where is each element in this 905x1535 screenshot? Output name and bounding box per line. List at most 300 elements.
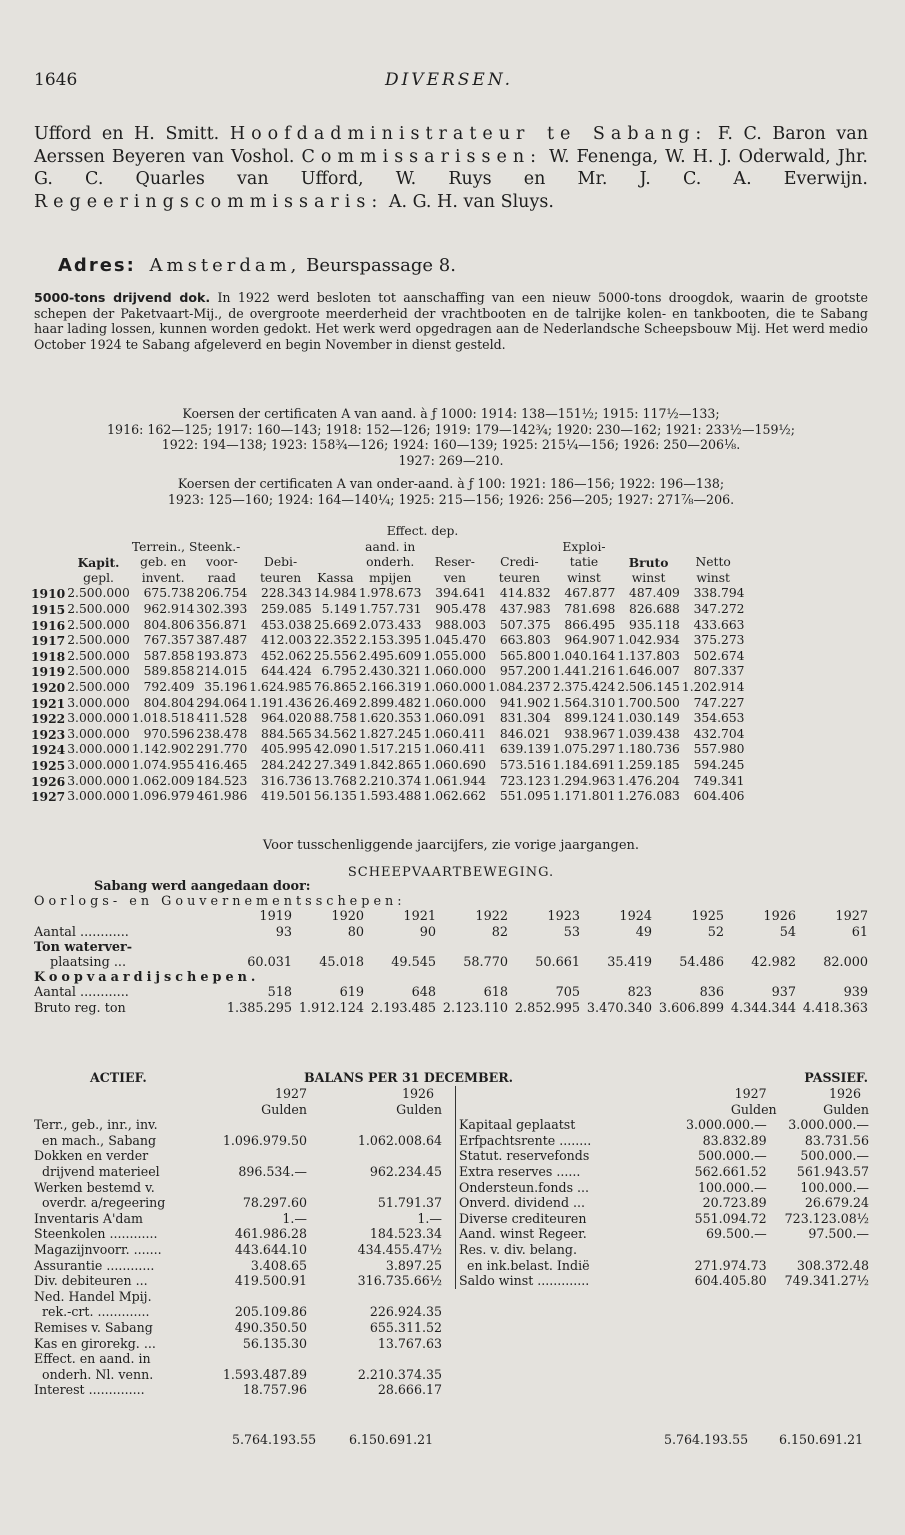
- balance-row: [34, 1117, 452, 1133]
- scheepvaart-title: SCHEEPVAARTBEWEGING.: [347, 865, 555, 880]
- balance-value: 1.—: [417, 1210, 442, 1226]
- table-cell: 1.700.500: [617, 695, 680, 710]
- balance-value: 26.679.24: [804, 1195, 869, 1211]
- table-cell: 3.000.000: [67, 789, 130, 804]
- table-cell: 749.341: [693, 773, 745, 788]
- passief-total-1926: 6.150.691.21: [779, 1432, 864, 1447]
- balance-header: [34, 1070, 868, 1086]
- year-label: 1922: [475, 909, 508, 925]
- address-label: Adres:: [58, 255, 136, 276]
- balance-label: en mach., Sabang: [42, 1132, 157, 1148]
- oorlog-heading: Oorlogs- en Gouvernementsschepen:: [34, 894, 406, 910]
- intro-text-3: W. Fenenga, W. H. J. Oderwald, Jhr. G. C. Quarles van Ufford, W. Ruys en Mr. J. C. A. Everwijn.: [34, 146, 868, 189]
- table-cell: 82: [491, 924, 508, 940]
- table-cell: 60.031: [247, 955, 292, 971]
- balance-value: 500.000.—: [800, 1148, 869, 1164]
- table-cell: 823: [627, 985, 652, 1001]
- table-cell: 831.304: [499, 711, 551, 726]
- balance-label: rek.-crt. .............: [42, 1304, 150, 1320]
- balance-value: [219, 1351, 307, 1367]
- board-paragraph: [34, 123, 868, 213]
- balance-row: [459, 1117, 869, 1133]
- balance-label: Statut. reservefonds: [459, 1148, 590, 1164]
- drydock-text: In 1922 werd besloten tot aanschaffing van een nieuw 5000-tons droogdok, waarin de grootste schepen der Paketvaart-Mij., de overgroote meerderheid der vrachtbooten en de talrijke kolen- en tankbooten, die te Sabang haar lading lossen, kunnen worden gedokt. Het werk werd opgedragen aan de Nederlandsche Scheepsbouw Mij. Het werd medio October 1924 te Sabang afgeleverd en begin November in dienst gesteld.: [34, 290, 868, 352]
- balance-label: onderh. Nl. venn.: [42, 1366, 154, 1382]
- table-cell: 1.074.955: [131, 757, 195, 772]
- table-cell: 5.149: [321, 601, 357, 616]
- table-cell: 988.003: [435, 617, 487, 632]
- column-header: winst: [567, 570, 601, 585]
- table-cell: 804.806: [143, 617, 195, 632]
- table-cell: 618: [483, 985, 508, 1001]
- column-header: tatie: [569, 555, 599, 570]
- balance-value: [219, 1148, 307, 1164]
- table-cell: 356.871: [196, 617, 248, 632]
- table-row: [30, 696, 745, 712]
- balance-value: 723.123.08½: [784, 1210, 869, 1226]
- table-cell: 2.500.000: [67, 601, 130, 616]
- balance-label: Kas en girorekg. ...: [34, 1335, 156, 1351]
- row-year: 1918: [31, 648, 66, 664]
- balance-row: [459, 1195, 869, 1211]
- balance-value: 551.094.72: [694, 1210, 767, 1226]
- year-label: 1927: [274, 1086, 307, 1101]
- table-cell: 45.018: [319, 955, 364, 971]
- table-cell: 2.153.395: [358, 633, 422, 648]
- balance-value: 20.723.89: [702, 1195, 767, 1211]
- table-cell: 228.343: [261, 586, 312, 601]
- koersen-aandeel: [34, 406, 868, 468]
- table-cell: 502.674: [693, 648, 745, 663]
- table-cell: 52: [707, 924, 724, 940]
- table-row: [30, 633, 745, 649]
- table-row: [30, 586, 745, 602]
- year-label: 1927: [835, 909, 868, 925]
- balance-label: Effect. en aand. in: [34, 1351, 151, 1367]
- balance-row: [34, 1367, 452, 1383]
- passief-table: [459, 1086, 869, 1289]
- balance-row: [459, 1258, 869, 1274]
- table-cell: 419.501: [261, 789, 312, 804]
- table-cell: 82.000: [823, 955, 868, 971]
- table-cell: 35.196: [204, 679, 248, 694]
- table-cell: 487.409: [629, 586, 680, 601]
- column-header: [313, 555, 358, 571]
- table-cell: 1.259.185: [617, 757, 680, 772]
- table-cell: 93: [275, 924, 292, 940]
- table-row: [34, 985, 868, 1000]
- table-cell: 2.073.433: [358, 617, 422, 632]
- table-cell: 316.736: [261, 773, 312, 788]
- balance-row: [34, 1336, 452, 1352]
- table-cell: 1.171.801: [552, 789, 616, 804]
- balance-value: 3.000.000.—: [685, 1117, 767, 1133]
- table-cell: 1.055.000: [423, 648, 487, 663]
- year-label: 1924: [619, 909, 652, 925]
- table-cell: 437.983: [499, 601, 551, 616]
- balance-row: [459, 1148, 869, 1164]
- row-year: 1920: [31, 679, 66, 695]
- koersen-line: 1922: 194—138; 1923: 158¾—126; 1924: 160—139; 1925: 215¼—156; 1926: 250—206⅛.: [161, 437, 741, 453]
- balance-value: 562.661.52: [694, 1163, 767, 1179]
- actief-total-1927: 5.764.193.55: [232, 1432, 317, 1447]
- table-cell: 58.770: [463, 955, 508, 971]
- balance-label: Aand. winst Regeer.: [459, 1226, 587, 1242]
- table-cell: 214.015: [196, 664, 248, 679]
- table-cell: 1.060.000: [423, 664, 487, 679]
- table-cell: 1.564.310: [552, 695, 616, 710]
- header-exploi: Exploi-: [562, 539, 606, 554]
- table-cell: 414.832: [499, 586, 551, 601]
- balance-row: [34, 1195, 452, 1211]
- table-cell: 2.210.374: [358, 773, 422, 788]
- table-cell: 90: [419, 924, 436, 940]
- table-cell: 416.465: [196, 757, 248, 772]
- balance-value: 13.767.63: [377, 1335, 442, 1351]
- year-label: 1923: [547, 909, 580, 925]
- balance-row: [34, 1351, 452, 1367]
- balance-value: 97.500.—: [808, 1226, 869, 1242]
- page-number: 1646: [34, 70, 78, 90]
- year-label: 1926: [401, 1086, 434, 1101]
- table-cell: 49: [635, 924, 652, 940]
- table-cell: 1.060.000: [423, 695, 487, 710]
- koersen-line: 1927: 269—210.: [398, 452, 504, 468]
- table-row: [34, 970, 868, 985]
- table-cell: 193.873: [196, 648, 248, 663]
- passief-title: PASSIEF.: [804, 1070, 868, 1085]
- balance-value: 1.096.979.50: [222, 1132, 307, 1148]
- unit-label: Gulden: [396, 1101, 442, 1117]
- table-cell: 938.967: [564, 726, 616, 741]
- balance-row: [34, 1320, 452, 1336]
- table-cell: 3.606.899: [658, 1000, 724, 1016]
- table-cell: 1.385.295: [226, 1000, 292, 1016]
- balance-value: 184.523.34: [369, 1226, 442, 1242]
- row-label: Aantal ............: [34, 924, 129, 940]
- table-cell: 639.139: [499, 742, 551, 757]
- table-cell: 2.506.145: [617, 679, 680, 694]
- balance-label: Ondersteun.fonds ...: [459, 1179, 590, 1195]
- balance-value: 1.593.487.89: [222, 1366, 307, 1382]
- table-cell: 1.060.411: [423, 742, 487, 757]
- balance-label: Onverd. dividend ...: [459, 1195, 586, 1211]
- actief-rows: [34, 1117, 452, 1398]
- table-cell: 1.912.124: [298, 1000, 364, 1016]
- balance-value: 271.974.73: [694, 1257, 767, 1273]
- table-cell: 2.899.482: [358, 695, 422, 710]
- table-cell: 957.200: [499, 664, 551, 679]
- table-row: [30, 727, 745, 743]
- table-cell: 1.039.438: [617, 726, 680, 741]
- column-header: Netto: [695, 555, 731, 570]
- table-cell: 56.135: [313, 789, 357, 804]
- table-cell: 2.123.110: [442, 1000, 508, 1016]
- balance-row: [34, 1133, 452, 1149]
- table-cell: 27.349: [313, 757, 357, 772]
- balance-label: en ink.belast. Indië: [467, 1257, 590, 1273]
- row-year: 1910: [31, 586, 66, 602]
- address-line: [58, 255, 456, 276]
- table-cell: 846.021: [499, 726, 551, 741]
- column-header: Kapit.: [77, 555, 120, 571]
- balance-label: Ned. Handel Mpij.: [34, 1288, 152, 1304]
- balance-label: Steenkolen ............: [34, 1226, 158, 1242]
- balance-label: Extra reserves ......: [459, 1163, 581, 1179]
- balance-row: [34, 1164, 452, 1180]
- balance-sheet: [34, 1070, 869, 1398]
- drydock-paragraph: [34, 290, 868, 352]
- table-cell: 705: [555, 985, 580, 1001]
- table-cell: 1.191.436: [249, 695, 312, 710]
- table-cell: 13.768: [313, 773, 357, 788]
- balance-value: 461.986.28: [234, 1226, 307, 1242]
- balance-value: 443.644.10: [234, 1241, 307, 1257]
- table-cell: 412.003: [261, 633, 312, 648]
- table-cell: 1.593.488: [358, 789, 422, 804]
- table-cell: 50.661: [535, 955, 580, 971]
- table-cell: 826.688: [629, 601, 680, 616]
- table-cell: 836: [699, 985, 724, 1001]
- column-header: winst: [696, 570, 730, 585]
- balance-value: 69.500.—: [706, 1226, 767, 1242]
- table-cell: 1.276.083: [617, 789, 680, 804]
- balance-row: [459, 1242, 869, 1258]
- table-row: [30, 602, 745, 618]
- table-row: [30, 649, 745, 665]
- balance-value: 100.000.—: [800, 1179, 869, 1195]
- balance-value: [307, 1117, 452, 1133]
- balance-row: [34, 1304, 452, 1320]
- intro-text-4: A. G. H. van Sluys.: [388, 191, 554, 212]
- balance-value: 434.455.47½: [357, 1241, 442, 1257]
- table-cell: 338.794: [693, 586, 745, 601]
- table-cell: 589.858: [143, 664, 195, 679]
- balance-row: [34, 1382, 452, 1398]
- scheepvaart-table: [34, 909, 868, 1015]
- balance-value: 83.731.56: [804, 1132, 869, 1148]
- table-cell: 2.375.424: [552, 679, 616, 694]
- table-cell: 433.663: [693, 617, 745, 632]
- actief-total-1926: 6.150.691.21: [349, 1432, 434, 1447]
- table-cell: 1.202.914: [681, 679, 745, 694]
- section-title: DIVERSEN.: [384, 70, 514, 90]
- table-cell: 3.000.000: [67, 773, 130, 788]
- koersen-line: Koersen der certificaten A van onder-aand. à ƒ 100: 1921: 186—156; 1922: 196—138;: [177, 476, 725, 491]
- column-header: invent.: [141, 570, 185, 585]
- table-cell: 781.698: [564, 601, 616, 616]
- table-cell: 1.042.934: [617, 633, 680, 648]
- balance-value: [679, 1242, 785, 1258]
- row-label: Bruto reg. ton: [34, 1000, 126, 1016]
- drydock-title: 5000-tons drijvend dok.: [34, 290, 211, 305]
- table-cell: 2.500.000: [67, 648, 130, 663]
- balance-label: Diverse crediteuren: [459, 1210, 587, 1226]
- year-label: 1919: [259, 909, 292, 925]
- footnote: Voor tusschenliggende jaarcijfers, zie vorige jaargangen.: [262, 838, 640, 853]
- row-year: 1927: [31, 789, 66, 805]
- balance-row: [34, 1273, 452, 1289]
- table-cell: 25.556: [313, 648, 357, 663]
- balance-row: [34, 1258, 452, 1274]
- table-cell: 1.045.470: [423, 633, 487, 648]
- table-cell: 4.344.344: [730, 1000, 796, 1016]
- table-cell: 1.060.411: [423, 726, 487, 741]
- table-cell: 3.000.000: [67, 757, 130, 772]
- table-cell: 1.646.007: [617, 664, 680, 679]
- table-cell: 42.982: [751, 955, 796, 971]
- column-header: raad: [207, 570, 237, 585]
- balance-value: [307, 1148, 452, 1164]
- balance-value: 51.791.37: [377, 1195, 442, 1211]
- table-cell: 1.184.691: [552, 757, 616, 772]
- financial-table-body: [30, 586, 745, 804]
- balance-row: [459, 1226, 869, 1242]
- table-cell: 461.986: [196, 789, 248, 804]
- balance-row: [459, 1164, 869, 1180]
- table-cell: 1.294.963: [552, 773, 616, 788]
- balance-value: 56.135.30: [242, 1335, 307, 1351]
- table-cell: 1.517.215: [358, 742, 422, 757]
- table-cell: 723.123: [499, 773, 551, 788]
- table-cell: 25.669: [313, 617, 357, 632]
- column-header: Kassa: [317, 570, 354, 585]
- balance-label: Remises v. Sabang: [34, 1319, 153, 1335]
- table-cell: 467.877: [564, 586, 616, 601]
- address-city: Amsterdam,: [149, 255, 301, 276]
- column-header: Bruto: [628, 555, 669, 571]
- table-cell: 453.038: [261, 617, 312, 632]
- balance-row: [34, 1289, 452, 1305]
- unit-label: Gulden: [261, 1101, 307, 1117]
- balance-label: overdr. a/regeering: [42, 1195, 166, 1211]
- actief-title: ACTIEF.: [90, 1070, 147, 1085]
- balance-value: 316.735.66½: [357, 1273, 442, 1289]
- table-cell: 3.000.000: [67, 742, 130, 757]
- table-row: [34, 940, 868, 955]
- balance-value: 490.350.50: [234, 1319, 307, 1335]
- balance-value: 749.341.27½: [784, 1273, 869, 1289]
- table-cell: 302.393: [196, 601, 248, 616]
- table-cell: 452.062: [261, 648, 312, 663]
- table-cell: 394.641: [435, 586, 487, 601]
- table-cell: 42.090: [313, 742, 357, 757]
- balance-value: 28.666.17: [377, 1382, 442, 1398]
- table-cell: 34.562: [313, 726, 357, 741]
- balance-value: 655.311.52: [369, 1319, 442, 1335]
- row-label: Aantal ............: [34, 985, 129, 1001]
- balance-value: [219, 1289, 307, 1305]
- table-cell: 804.804: [143, 695, 195, 710]
- row-year: 1924: [31, 742, 66, 758]
- table-cell: 1.978.673: [358, 586, 422, 601]
- table-cell: 905.478: [435, 601, 487, 616]
- scheepvaart-section: [34, 879, 868, 1016]
- table-cell: 573.516: [499, 757, 551, 772]
- table-cell: 54.486: [679, 955, 724, 971]
- year-label: 1925: [691, 909, 724, 925]
- table-cell: 2.852.995: [514, 1000, 580, 1016]
- table-cell: 962.914: [143, 601, 195, 616]
- balance-label: Erfpachtsrente ........: [459, 1132, 592, 1148]
- balance-row: [459, 1211, 869, 1227]
- table-cell: 88.758: [313, 711, 357, 726]
- column-header: ven: [443, 570, 466, 585]
- table-cell: 2.500.000: [67, 617, 130, 632]
- balance-label: Magazijnvoorr. .......: [34, 1241, 162, 1257]
- role-hoofdadministrateur: Hoofdadministrateur te Sabang:: [229, 124, 708, 144]
- balance-value: [307, 1180, 452, 1196]
- table-cell: 964.907: [564, 633, 616, 648]
- column-header: mpijen: [368, 570, 412, 585]
- table-cell: 35.419: [607, 955, 652, 971]
- table-cell: 76.865: [313, 679, 357, 694]
- table-cell: 518: [267, 985, 292, 1001]
- table-cell: 899.124: [564, 711, 616, 726]
- table-cell: 2.500.000: [67, 633, 130, 648]
- row-label: Ton waterver-: [34, 939, 133, 955]
- table-cell: 565.800: [499, 648, 551, 663]
- row-year: 1925: [31, 757, 66, 773]
- koersen-line: 1923: 125—160; 1924: 164—140¼; 1925: 215—156; 1926: 256—205; 1927: 271⅞—206.: [167, 491, 735, 507]
- table-cell: 970.596: [143, 726, 195, 741]
- table-cell: 747.227: [693, 695, 745, 710]
- table-cell: 2.495.609: [358, 648, 422, 663]
- balance-value: 78.297.60: [242, 1195, 307, 1211]
- balance-value: 308.372.48: [796, 1257, 869, 1273]
- header-terrein: Terrein., Steenk.-: [131, 539, 241, 554]
- table-cell: 387.487: [196, 633, 248, 648]
- koersen-line: Koersen der certificaten A van aand. à ƒ 1000: 1914: 138—151½; 1915: 117½—133;: [182, 406, 720, 421]
- table-row: [30, 742, 745, 758]
- table-cell: 807.337: [693, 664, 745, 679]
- balance-label: Interest ..............: [34, 1382, 145, 1398]
- table-cell: 1.620.353: [358, 711, 422, 726]
- passief-rows: [459, 1117, 869, 1289]
- role-commissarissen: Commissarissen:: [301, 146, 543, 167]
- balance-value: [219, 1117, 307, 1133]
- table-cell: 6.795: [321, 664, 357, 679]
- balance-label: drijvend materieel: [42, 1163, 160, 1179]
- passief-column: [455, 1086, 869, 1289]
- table-cell: 935.118: [629, 617, 680, 632]
- table-cell: 238.478: [196, 726, 248, 741]
- table-cell: 2.500.000: [67, 586, 130, 601]
- balans-title: BALANS PER 31 DECEMBER.: [304, 1070, 514, 1085]
- row-year: 1917: [31, 633, 66, 649]
- balance-value: 18.757.96: [242, 1382, 307, 1398]
- year-label: 1926: [763, 909, 796, 925]
- table-row: [30, 664, 745, 680]
- table-cell: 587.858: [143, 648, 195, 663]
- table-cell: 1.180.736: [617, 742, 680, 757]
- table-cell: 61: [851, 924, 868, 940]
- balance-value: 3.897.25: [385, 1257, 442, 1273]
- table-row: [34, 1001, 868, 1016]
- row-year: 1923: [31, 726, 66, 742]
- balance-row: [34, 1211, 452, 1227]
- year-label: 1921: [403, 909, 436, 925]
- table-cell: 80: [347, 924, 364, 940]
- table-cell: 3.000.000: [67, 695, 130, 710]
- row-year: 1915: [31, 601, 66, 617]
- balance-label: Terr., geb., inr., inv.: [34, 1117, 158, 1133]
- table-cell: 866.495: [564, 617, 616, 632]
- year-label: 1926: [828, 1086, 861, 1101]
- koop-heading: Koopvaardijschepen.: [34, 970, 260, 986]
- passief-total-1927: 5.764.193.55: [664, 1432, 749, 1447]
- running-header: [34, 70, 864, 96]
